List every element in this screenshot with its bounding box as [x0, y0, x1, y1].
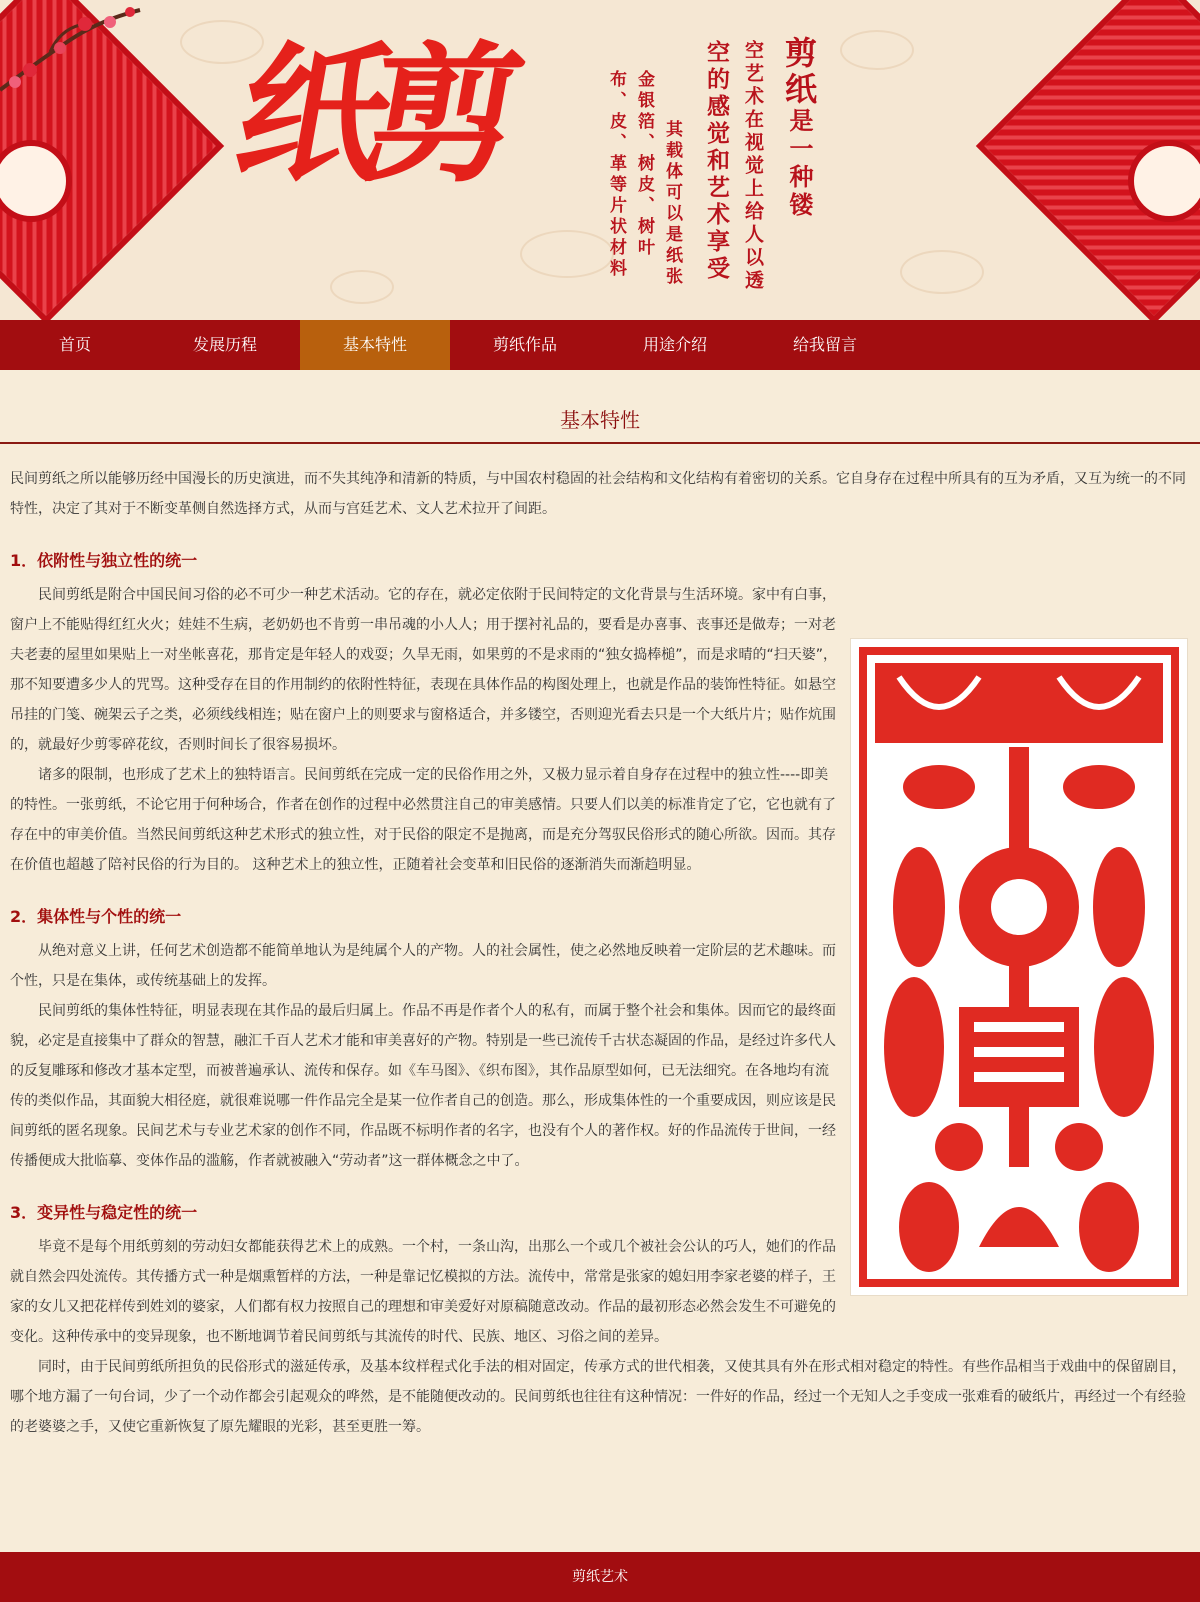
paragraph: 同时，由于民间剪纸所担负的民俗形式的滋延传承，及基本纹样程式化手法的相对固定，传承方式的世代相袭，又使其具有外在形式相对稳定的特性。有些作品相当于戏曲中的保留剧目，哪个地方漏了一句台词，少了一个动作都会引起观众的哗然，是不能随便改动的。民间剪纸也往往有这种情况：一件好的作品，经过一个无知人之手变成一张难看的破纸片，再经过一个有经验的老婆婆之手，又使它重新恢复了原先耀眼的光彩，甚至更胜一筹。 [10, 1359, 1186, 1435]
header-banner [0, 0, 1200, 320]
section-heading: 1．依附性与独立性的统一 [10, 551, 198, 570]
section-heading: 3．变异性与稳定性的统一 [10, 1203, 198, 1222]
cloud-pattern [330, 270, 394, 304]
banner-poem-text: 是一种镂 [785, 108, 814, 220]
nav-item-history[interactable]: 发展历程 [192, 335, 257, 354]
paragraph: 民间剪纸是附合中国民间习俗的必不可少一种艺术活动。它的存在，就必定依附于民间特定的文化背景与生活环境。家中有白事，窗户上不能贴得红红火火；娃娃不生病，老奶奶也不肯剪一串吊魂的小人人；用于摆衬礼品的，要看是办喜事、丧事还是做寿；一对老夫老妻的屋里如果贴上一对坐帐喜花，那肯定是年轻人的戏耍；久旱无雨，如果剪的不是求雨的“独女捣棒槌”，而是求晴的“扫天婆”，那不知要遭多少人的咒骂。这种受存在目的作用制约的依附性特征，表现在具体作品的构图处理上，也就是作品的装饰性特征。如悬空吊挂的门笺、碗架云子之类，必须线线相连；贴在窗户上的则要求与窗格适合，并多镂空，否则迎光看去只是一个大纸片片；贴作炕围的，就最好少剪零碎花纹，否则时间长了很容易损坏。 [10, 587, 838, 753]
nav-item-home[interactable]: 首页 [58, 335, 91, 354]
papercut-artwork-icon [850, 638, 1188, 1296]
banner-poem-col6: 布、皮、革等片状材料 [606, 70, 626, 280]
intro-paragraph: 民间剪纸之所以能够历经中国漫长的历史演进，而不失其纯净和清新的特质，与中国农村稳固的社会结构和文化结构有着密切的关系。它自身存在过程中所具有的互为矛盾，又互为统一的不同特性，决定了其对于不断变革侧自然选择方式，从而与宫廷艺术、文人艺术拉开了间距。 [10, 471, 1186, 517]
paragraph: 毕竟不是每个用纸剪刻的劳动妇女都能获得艺术上的成熟。一个村，一条山沟，出那么一个或几个被社会公认的巧人，她们的作品就自然会四处流传。其传播方式一种是烟熏暂样的方法，一种是靠记忆模拟的方法。流传中，常常是张家的媳妇用李家老婆的样子，王家的女儿又把花样传到姓刘的婆家，人们都有权力按照自己的理想和审美爱好对原稿随意改动。作品的最初形态必然会发生不可避免的变化。这种传承中的变异现象，也不断地调节着民间剪纸与其流传的时代、民族、地区、习俗之间的差异。 [10, 1239, 836, 1345]
paragraph: 民间剪纸的集体性特征，明显表现在其作品的最后归属上。作品不再是作者个人的私有，而属于整个社会和集体。因而它的最终面貌，必定是直接集中了群众的智慧，融汇千百人艺术才能和审美喜好的产物。特别是一些已流传千古状态凝固的作品，是经过许多代人的反复雕琢和修改才基本定型，而被普遍承认、流传和保存。如《车马图》、《织布图》，其作品原型如何，已无法细究。在各地均有流传的类似作品，其面貌大相径庭，就很难说哪一件作品完全是某一位作者自己的创造。那么，形成集体性的一个重要成因，则应该是民间剪纸的匿名现象。民间艺术与专业艺术家的创作不同，作品既不标明作者的名字，也没有个人的著作权。好的作品流传于世间，一经传播便成大批临摹、变体作品的滥觞，作者就被融入“劳动者”这一群体概念之中了。 [10, 1003, 836, 1169]
article-body [0, 464, 1200, 1442]
nav-item-guestbook[interactable]: 给我留言 [792, 335, 857, 354]
nav-item-works[interactable]: 剪纸作品 [492, 335, 557, 354]
banner-poem-col4: 其载体可以是纸张 [662, 120, 682, 288]
banner-poem-col1 [776, 36, 822, 220]
cloud-pattern [840, 30, 914, 70]
main-nav [0, 320, 1200, 370]
cloud-pattern [900, 250, 984, 294]
papercut-medallion-icon [1128, 140, 1200, 222]
banner-poem-col2: 空艺术在视觉上给人以透 [742, 40, 764, 293]
page-title: 基本特性 [560, 408, 640, 432]
nav-item-usage[interactable]: 用途介绍 [642, 335, 707, 354]
banner-poem-highlight: 剪纸 [780, 36, 818, 108]
banner-poem-col3: 空的感觉和艺术享受 [703, 40, 730, 283]
section-heading: 2．集体性与个性的统一 [10, 907, 182, 926]
banner-logo: 纸剪 [224, 27, 516, 203]
footer: 剪纸艺术 [0, 1552, 1200, 1602]
banner-poem-col5: 金银箔、树皮、树叶 [634, 70, 654, 259]
main-content [0, 370, 1200, 1552]
paragraph: 诸多的限制，也形成了艺术上的独特语言。民间剪纸在完成一定的民俗作用之外，又极力显示着自身存在过程中的独立性----即美的特性。一张剪纸，不论它用于何种场合，作者在创作的过程中必然贯注自己的审美感情。只要人们以美的标准肯定了它，它也就有了存在中的审美价值。当然民间剪纸这种艺术形式的独立性，对于民俗的限定不是抛离，而是充分驾驭民俗形式的随心所欲。因而。其存在价值也超越了陪衬民俗的行为目的。 这种艺术上的独立性，正随着社会变革和旧民俗的逐渐消失而渐趋明显。 [10, 767, 836, 873]
plum-blossom-icon [0, 0, 150, 110]
title-divider [0, 442, 1200, 444]
paragraph: 从绝对意义上讲，任何艺术创造都不能简单地认为是纯属个人的产物。人的社会属性，使之必然地反映着一定阶层的艺术趣味。而个性，只是在集体，或传统基础上的发挥。 [10, 943, 836, 989]
cloud-pattern [520, 230, 614, 278]
nav-item-features[interactable]: 基本特性 [300, 320, 450, 370]
